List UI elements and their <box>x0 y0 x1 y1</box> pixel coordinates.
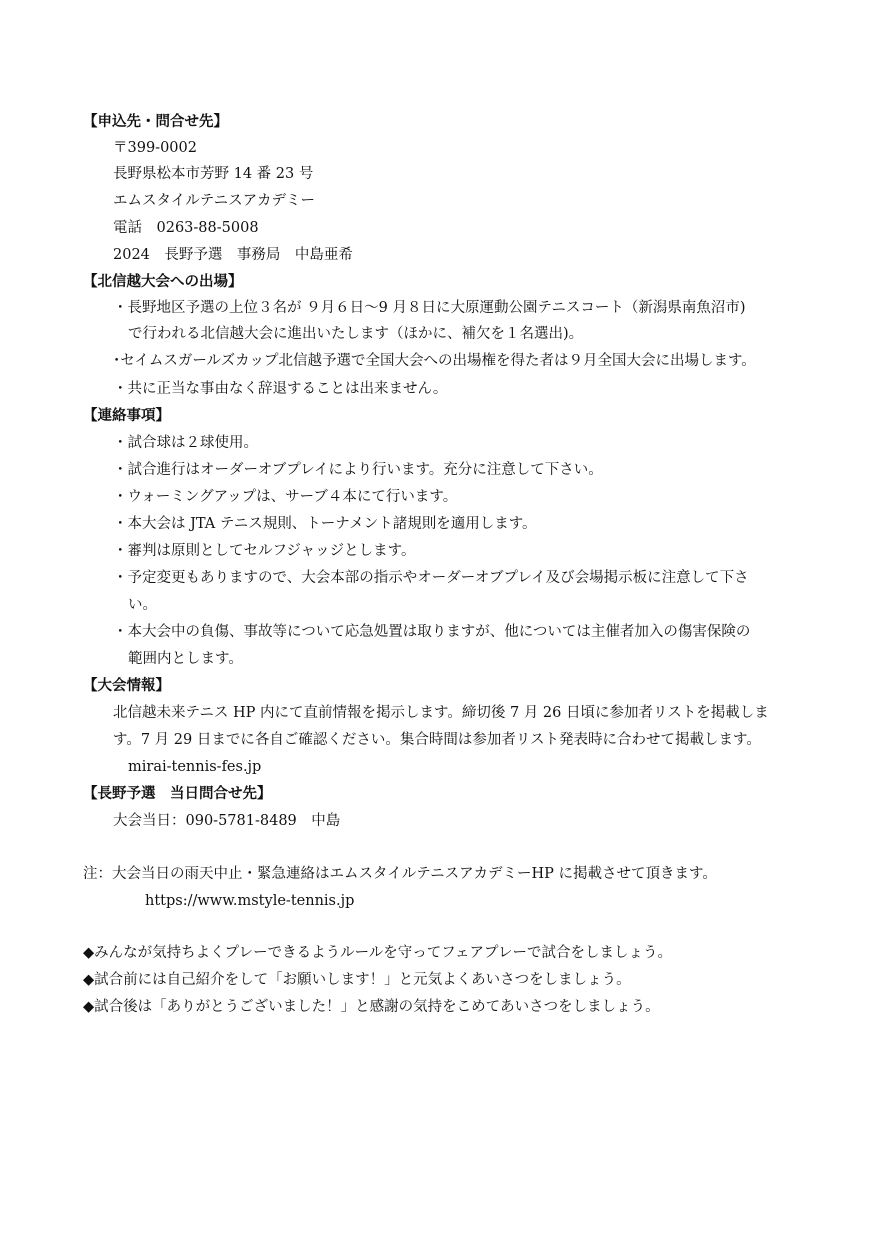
academy-url-link[interactable]: https://www.mstyle-tennis.jp <box>145 893 355 909</box>
notice-1: ・試合球は２球使用。 <box>113 435 258 451</box>
hokushinetsu-heading: 【北信越大会への出場】 <box>83 274 243 290</box>
notices-heading: 【連絡事項】 <box>83 408 170 424</box>
notice-7-line-1: ・本大会中の負傷、事故等について応急処置は取りますが、他については主催者加入の傷害保険の <box>113 624 751 640</box>
notice-6-line-1: ・予定変更もありますので、大会本部の指示やオーダーオブプレイ及び会場掲示板に注意して下さ <box>113 570 749 586</box>
dayof-heading: 【長野予選 当日問合せ先】 <box>83 786 272 802</box>
notice-4: ・本大会は JTA テニス規則、トーナメント諸規則を適用します。 <box>113 516 537 532</box>
manner-1: ◆みんなが気持ちよくプレーできるようルールを守ってフェアプレーで試合をしましょう。 <box>83 945 672 961</box>
contact-address: 長野県松本市芳野 14 番 23 号 <box>113 166 314 182</box>
notice-6-line-2: い。 <box>128 597 157 613</box>
info-line-1: 北信越未来テニス HP 内にて直前情報を掲示します。締切後 7 月 26 日頃に参加者リストを掲載しま <box>113 705 769 721</box>
notice-5: ・審判は原則としてセルフジャッジとします。 <box>113 543 416 559</box>
hokushinetsu-bullet-3: ・共に正当な事由なく辞退することは出来ません。 <box>113 381 448 397</box>
hokushinetsu-bullet-1-line-1: ・長野地区予選の上位３名が ９月６日～9 月８日に大原運動公園テニスコート（新潟県南魚沼市) <box>113 300 746 316</box>
info-line-2: す。7 月 29 日までに各自ご確認ください。集合時間は参加者リスト発表時に合わせて掲載します。 <box>113 732 761 748</box>
contact-phone: 電話 0263-88-5008 <box>113 220 259 236</box>
notice-3: ・ウォーミングアップは、サーブ４本にて行います。 <box>113 489 458 505</box>
contact-office: 2024 長野予選 事務局 中島亜希 <box>113 247 353 263</box>
dayof-phone: 大会当日：090-5781-8489 中島 <box>113 813 341 829</box>
rain-note: 注：大会当日の雨天中止・緊急連絡はエムスタイルテニスアカデミーHP に掲載させて頂きます。 <box>83 866 717 882</box>
contact-org: エムスタイルテニスアカデミー <box>113 193 315 209</box>
info-url-link[interactable]: mirai-tennis-fes.jp <box>128 759 262 775</box>
manner-2: ◆試合前には自己紹介をして「お願いします！」と元気よくあいさつをしましょう。 <box>83 972 631 988</box>
notice-7-line-2: 範囲内とします。 <box>128 651 243 667</box>
contact-heading: 【申込先・問合せ先】 <box>83 114 228 130</box>
manner-3: ◆試合後は「ありがとうございました！」と感謝の気持をこめてあいさつをしましょう。 <box>83 999 660 1015</box>
info-heading: 【大会情報】 <box>83 678 170 694</box>
contact-postal: 〒399-0002 <box>113 140 197 156</box>
hokushinetsu-bullet-1-line-2: で行われる北信越大会に進出いたします（ほかに、補欠を１名選出)。 <box>128 326 584 342</box>
hokushinetsu-bullet-2: ･セイムスガールズカップ北信越予選で全国大会への出場権を得た者は９月全国大会に出場します。 <box>113 353 756 369</box>
notice-2: ・試合進行はオーダーオブプレイにより行います。充分に注意して下さい。 <box>113 462 603 478</box>
